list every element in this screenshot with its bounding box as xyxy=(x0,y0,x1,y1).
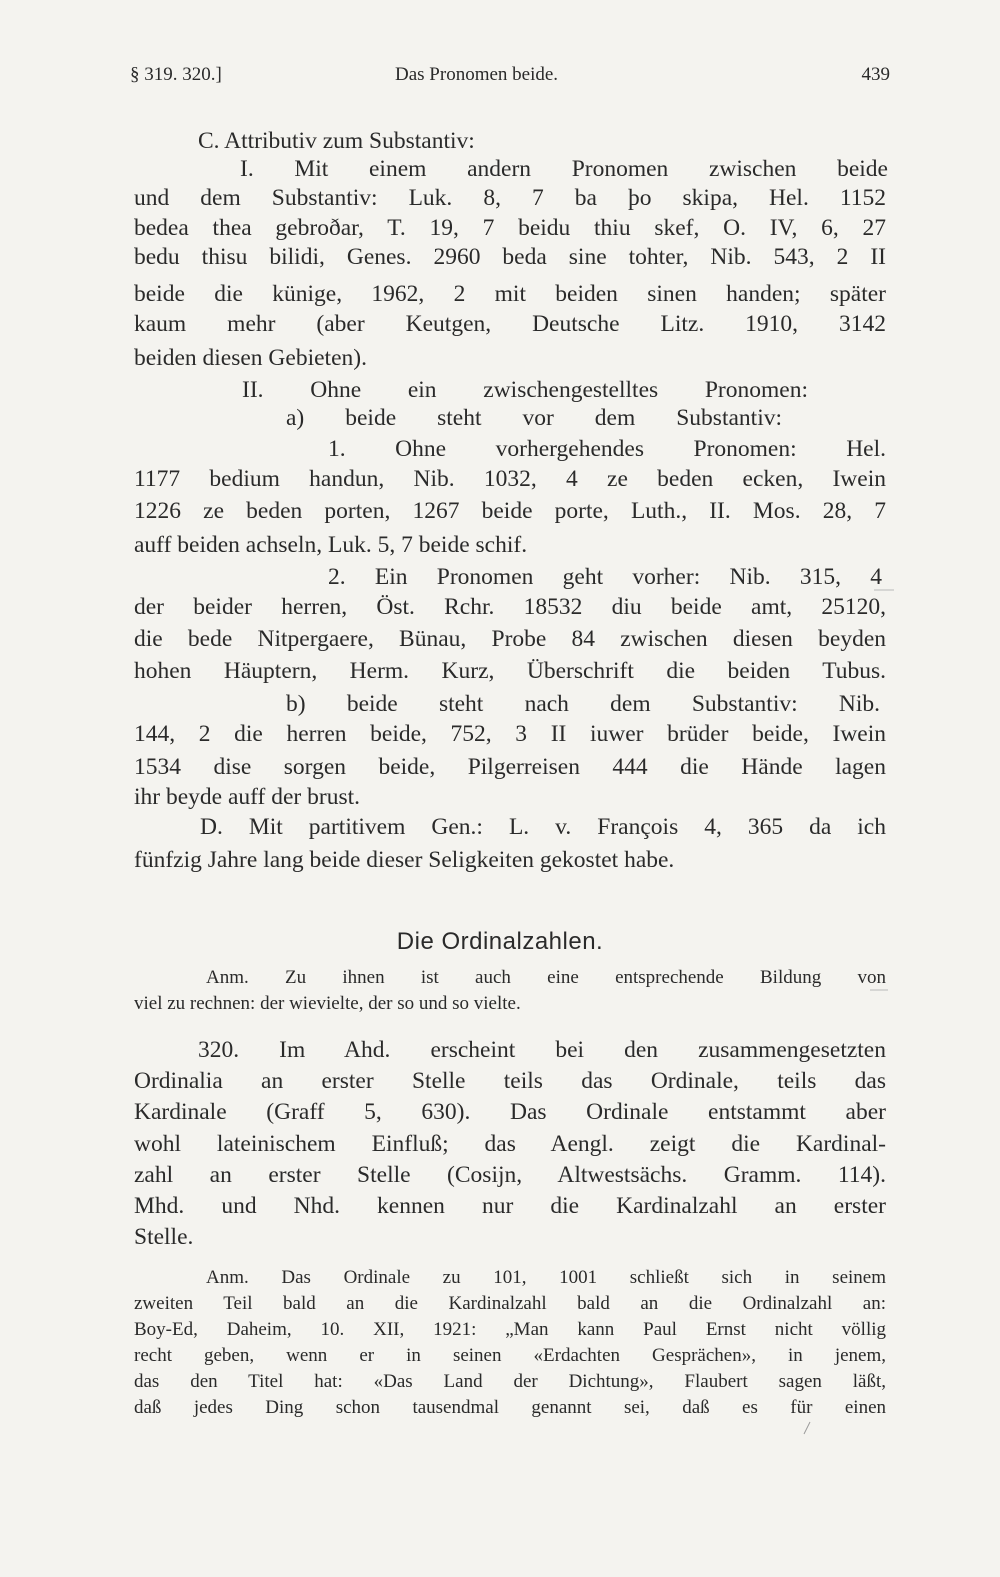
body-line: I. Mit einem andern Pronomen zwischen beide xyxy=(240,156,888,182)
body-line: ihr beyde auff der brust. xyxy=(134,784,361,810)
note-line: das den Titel hat: «Das Land der Dichtung», Flaubert sagen läßt, xyxy=(134,1371,886,1392)
running-title: Das Pronomen beide. xyxy=(395,64,559,85)
note-line: daß jedes Ding schon tausendmal genannt sei, daß es für einen xyxy=(134,1397,886,1418)
running-header xyxy=(130,60,890,94)
body-line: a) beide steht vor dem Substantiv: xyxy=(286,405,782,431)
section-reference: § 319. 320.] xyxy=(130,64,222,85)
pencil-mark-icon xyxy=(780,1418,820,1438)
note-line: Boy-Ed, Daheim, 10. XII, 1921: „Man kann Paul Ernst nicht völlig xyxy=(134,1319,886,1340)
paragraph-line: Ordinalia an erster Stelle teils das Ordinale, teils das xyxy=(134,1068,886,1094)
body-line: 1534 dise sorgen beide, Pilgerreisen 444 die Hände lagen xyxy=(134,754,886,780)
body-line: 144, 2 die herren beide, 752, 3 II iuwer brüder beide, Iwein xyxy=(134,721,886,747)
body-line: auff beiden achseln, Luk. 5, 7 beide schif. xyxy=(134,532,528,558)
body-line: kaum mehr (aber Keutgen, Deutsche Litz. 1910, 3142 xyxy=(134,311,886,337)
paragraph-line: zahl an erster Stelle (Cosijn, Altwestsächs. Gramm. 114). xyxy=(134,1162,886,1188)
paragraph-line: Mhd. und Nhd. kennen nur die Kardinalzahl an erster xyxy=(134,1193,886,1219)
paragraph-line: 320. Im Ahd. erscheint bei den zusammengesetzten xyxy=(198,1037,886,1063)
body-line: beiden diesen Gebieten). xyxy=(134,345,367,371)
body-line: bedu thisu bilidi, Genes. 2960 beda sine tohter, Nib. 543, 2 II xyxy=(134,244,886,270)
body-line: C. Attributiv zum Substantiv: xyxy=(198,128,475,154)
note-line: zweiten Teil bald an die Kardinalzahl bald an die Ordinalzahl an: xyxy=(134,1293,886,1314)
body-line: bedea thea gebroðar, T. 19, 7 beidu thiu skef, O. IV, 6, 27 xyxy=(134,215,886,241)
paragraph-line: Kardinale (Graff 5, 630). Das Ordinale entstammt aber xyxy=(134,1099,886,1125)
body-line: hohen Häuptern, Herm. Kurz, Überschrift die beiden Tubus. xyxy=(134,658,886,684)
body-line: 1177 bedium handun, Nib. 1032, 4 ze beden ecken, Iwein xyxy=(134,466,886,492)
body-line: der beider herren, Öst. Rchr. 18532 diu beide amt, 25120, xyxy=(134,594,886,620)
body-line: 2. Ein Pronomen geht vorher: Nib. 315, 4 xyxy=(328,564,882,590)
note-line: viel zu rechnen: der wievielte, der so und so vielte. xyxy=(134,993,521,1014)
body-line: und dem Substantiv: Luk. 8, 7 ba þo skipa, Hel. 1152 xyxy=(134,185,886,211)
paragraph-line: wohl lateinischem Einfluß; das Aengl. zeigt die Kardinal- xyxy=(134,1131,886,1157)
note-line: Anm. Zu ihnen ist auch eine entsprechende Bildung von xyxy=(206,967,886,988)
note-line: Anm. Das Ordinale zu 101, 1001 schließt sich in seinem xyxy=(206,1267,886,1288)
pencil-dash-icon xyxy=(866,985,896,995)
body-line: 1226 ze beden porten, 1267 beide porte, Luth., II. Mos. 28, 7 xyxy=(134,498,886,524)
body-line: die bede Nitpergaere, Bünau, Probe 84 zwischen diesen beyden xyxy=(134,626,886,652)
section-heading: Die Ordinalzahlen. xyxy=(396,928,604,955)
body-line: 1. Ohne vorhergehendes Pronomen: Hel. xyxy=(328,436,886,462)
body-line: fünfzig Jahre lang beide dieser Seligkeiten gekostet habe. xyxy=(134,847,675,873)
pencil-dash-icon xyxy=(870,585,900,595)
page-number: 439 xyxy=(861,64,890,85)
paragraph-line: Stelle. xyxy=(134,1224,194,1250)
body-line: D. Mit partitivem Gen.: L. v. François 4, 365 da ich xyxy=(200,814,886,840)
note-line: recht geben, wenn er in seinen «Erdachten Gesprächen», in jenem, xyxy=(134,1345,886,1366)
body-line: II. Ohne ein zwischengestelltes Pronomen: xyxy=(242,377,808,403)
body-line: beide die künige, 1962, 2 mit beiden sinen handen; später xyxy=(134,281,886,307)
body-line: b) beide steht nach dem Substantiv: Nib. xyxy=(286,691,880,717)
